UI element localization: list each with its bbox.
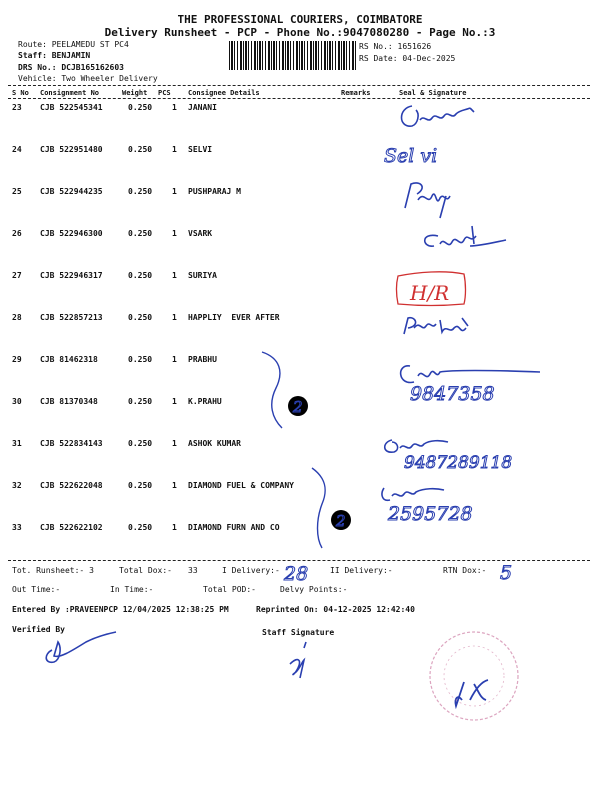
staff-signature: Staff Signature (262, 628, 335, 637)
row-weight: 0.250 (128, 355, 153, 364)
col-consignee: Consignee Details (188, 89, 260, 97)
verified-by: Verified By (12, 625, 65, 634)
route: Route: PEELAMEDU ST PC4 (18, 40, 129, 49)
phone-row-32: 2595728 (388, 503, 473, 525)
row-consignment: CJB 522951480 (40, 145, 103, 154)
col-remarks: Remarks (341, 89, 371, 97)
entered-by: Entered By :PRAVEENPCP 12/04/2025 12:38:25 PM (12, 605, 229, 614)
row-weight: 0.250 (128, 145, 153, 154)
tot-runsheet: Tot. Runsheet:- 3 (12, 566, 94, 575)
phone-row-31: 9487289118 (404, 453, 513, 473)
row-sno: 31 (12, 439, 22, 448)
col-sno: S No (12, 89, 29, 97)
row-consignment: CJB 81370348 (40, 397, 98, 406)
row-consignment: CJB 522622102 (40, 523, 103, 532)
row-sno: 29 (12, 355, 22, 364)
row-pcs: 1 (172, 229, 177, 238)
row-sno: 26 (12, 229, 22, 238)
row-weight: 0.250 (128, 481, 153, 490)
vehicle: Vehicle: Two Wheeler Delivery (18, 74, 158, 83)
row-consignment: CJB 522834143 (40, 439, 103, 448)
reprinted-on: Reprinted On: 04-12-2025 12:42:40 (256, 605, 415, 614)
rs-number: RS No.: 1651626 (359, 42, 432, 51)
document-title: THE PROFESSIONAL COURIERS, COIMBATORE (177, 13, 423, 26)
col-weight: Weight (122, 89, 148, 97)
count-33: 2 (336, 512, 346, 530)
row-pcs: 1 (172, 313, 177, 322)
row-sno: 25 (12, 187, 22, 196)
row-consignee: PUSHPARAJ M (188, 187, 241, 196)
phone-row-29: 9847358 (410, 383, 495, 405)
row-weight: 0.250 (128, 439, 153, 448)
row-consignee: SELVI (188, 145, 213, 154)
row-sno: 27 (12, 271, 22, 280)
row-consignee: ASHOK KUMAR (188, 439, 241, 448)
row-pcs: 1 (172, 271, 177, 280)
in-time: In Time:- (110, 585, 154, 594)
row-weight: 0.250 (128, 187, 153, 196)
row-pcs: 1 (172, 397, 177, 406)
row-pcs: 1 (172, 103, 177, 112)
i-delivery-label: I Delivery:- (222, 566, 280, 575)
total-dox-value: 33 (188, 566, 198, 575)
row-sno: 30 (12, 397, 22, 406)
row-consignee: SURIYA (188, 271, 217, 280)
row-weight: 0.250 (128, 313, 153, 322)
row-weight: 0.250 (128, 229, 153, 238)
row-consignment: CJB 522622048 (40, 481, 103, 490)
row-consignment: CJB 522944235 (40, 187, 103, 196)
row-pcs: 1 (172, 481, 177, 490)
row-consignee: DIAMOND FUEL & COMPANY (188, 481, 294, 490)
signature-row-24: Sel vi (384, 145, 438, 167)
row-weight: 0.250 (128, 397, 153, 406)
drs-number: DRS No.: DCJB165162603 (18, 63, 124, 72)
row-consignee: PRABHU (188, 355, 217, 364)
row-consignee: JANANI (188, 103, 217, 112)
row-consignment: CJB 81462318 (40, 355, 98, 364)
row-sno: 28 (12, 313, 22, 322)
hr-text: H/R (410, 281, 450, 305)
row-consignment: CJB 522545341 (40, 103, 103, 112)
col-seal: Seal & Signature (399, 89, 467, 97)
row-sno: 24 (12, 145, 22, 154)
i-delivery-value: 28 (284, 563, 309, 585)
row-sno: 32 (12, 481, 22, 490)
delvy-points: Delvy Points:- (280, 585, 348, 594)
col-consignment: Consignment No (40, 89, 100, 97)
rtn-dox-label: RTN Dox:- (443, 566, 487, 575)
staff: Staff: BENJAMIN (18, 51, 91, 60)
row-consignment: CJB 522946300 (40, 229, 103, 238)
document-subtitle: Delivery Runsheet - PCP - Phone No.:9047080280 - Page No.:3 (104, 26, 496, 39)
col-pcs: PCS (158, 89, 171, 97)
out-time: Out Time:- (12, 585, 61, 594)
row-pcs: 1 (172, 145, 177, 154)
row-consignee: VSARK (188, 229, 213, 238)
row-pcs: 1 (172, 355, 177, 364)
row-sno: 33 (12, 523, 22, 532)
row-weight: 0.250 (128, 103, 153, 112)
row-sno: 23 (12, 103, 22, 112)
row-weight: 0.250 (128, 271, 153, 280)
row-pcs: 1 (172, 439, 177, 448)
count-30: 2 (293, 398, 303, 416)
row-consignment: CJB 522946317 (40, 271, 103, 280)
rs-date: RS Date: 04-Dec-2025 (359, 54, 456, 63)
row-pcs: 1 (172, 187, 177, 196)
row-weight: 0.250 (128, 523, 153, 532)
row-consignment: CJB 522857213 (40, 313, 103, 322)
row-consignee: HAPPLIY EVER AFTER (188, 313, 280, 322)
row-pcs: 1 (172, 523, 177, 532)
row-consignee: DIAMOND FURN AND CO (188, 523, 280, 532)
ii-delivery-label: II Delivery:- (330, 566, 393, 575)
row-consignee: K.PRAHU (188, 397, 222, 406)
rtn-dox-value: 5 (500, 562, 513, 584)
total-dox-label: Total Dox:- (119, 566, 172, 575)
total-pod: Total POD:- (203, 585, 256, 594)
